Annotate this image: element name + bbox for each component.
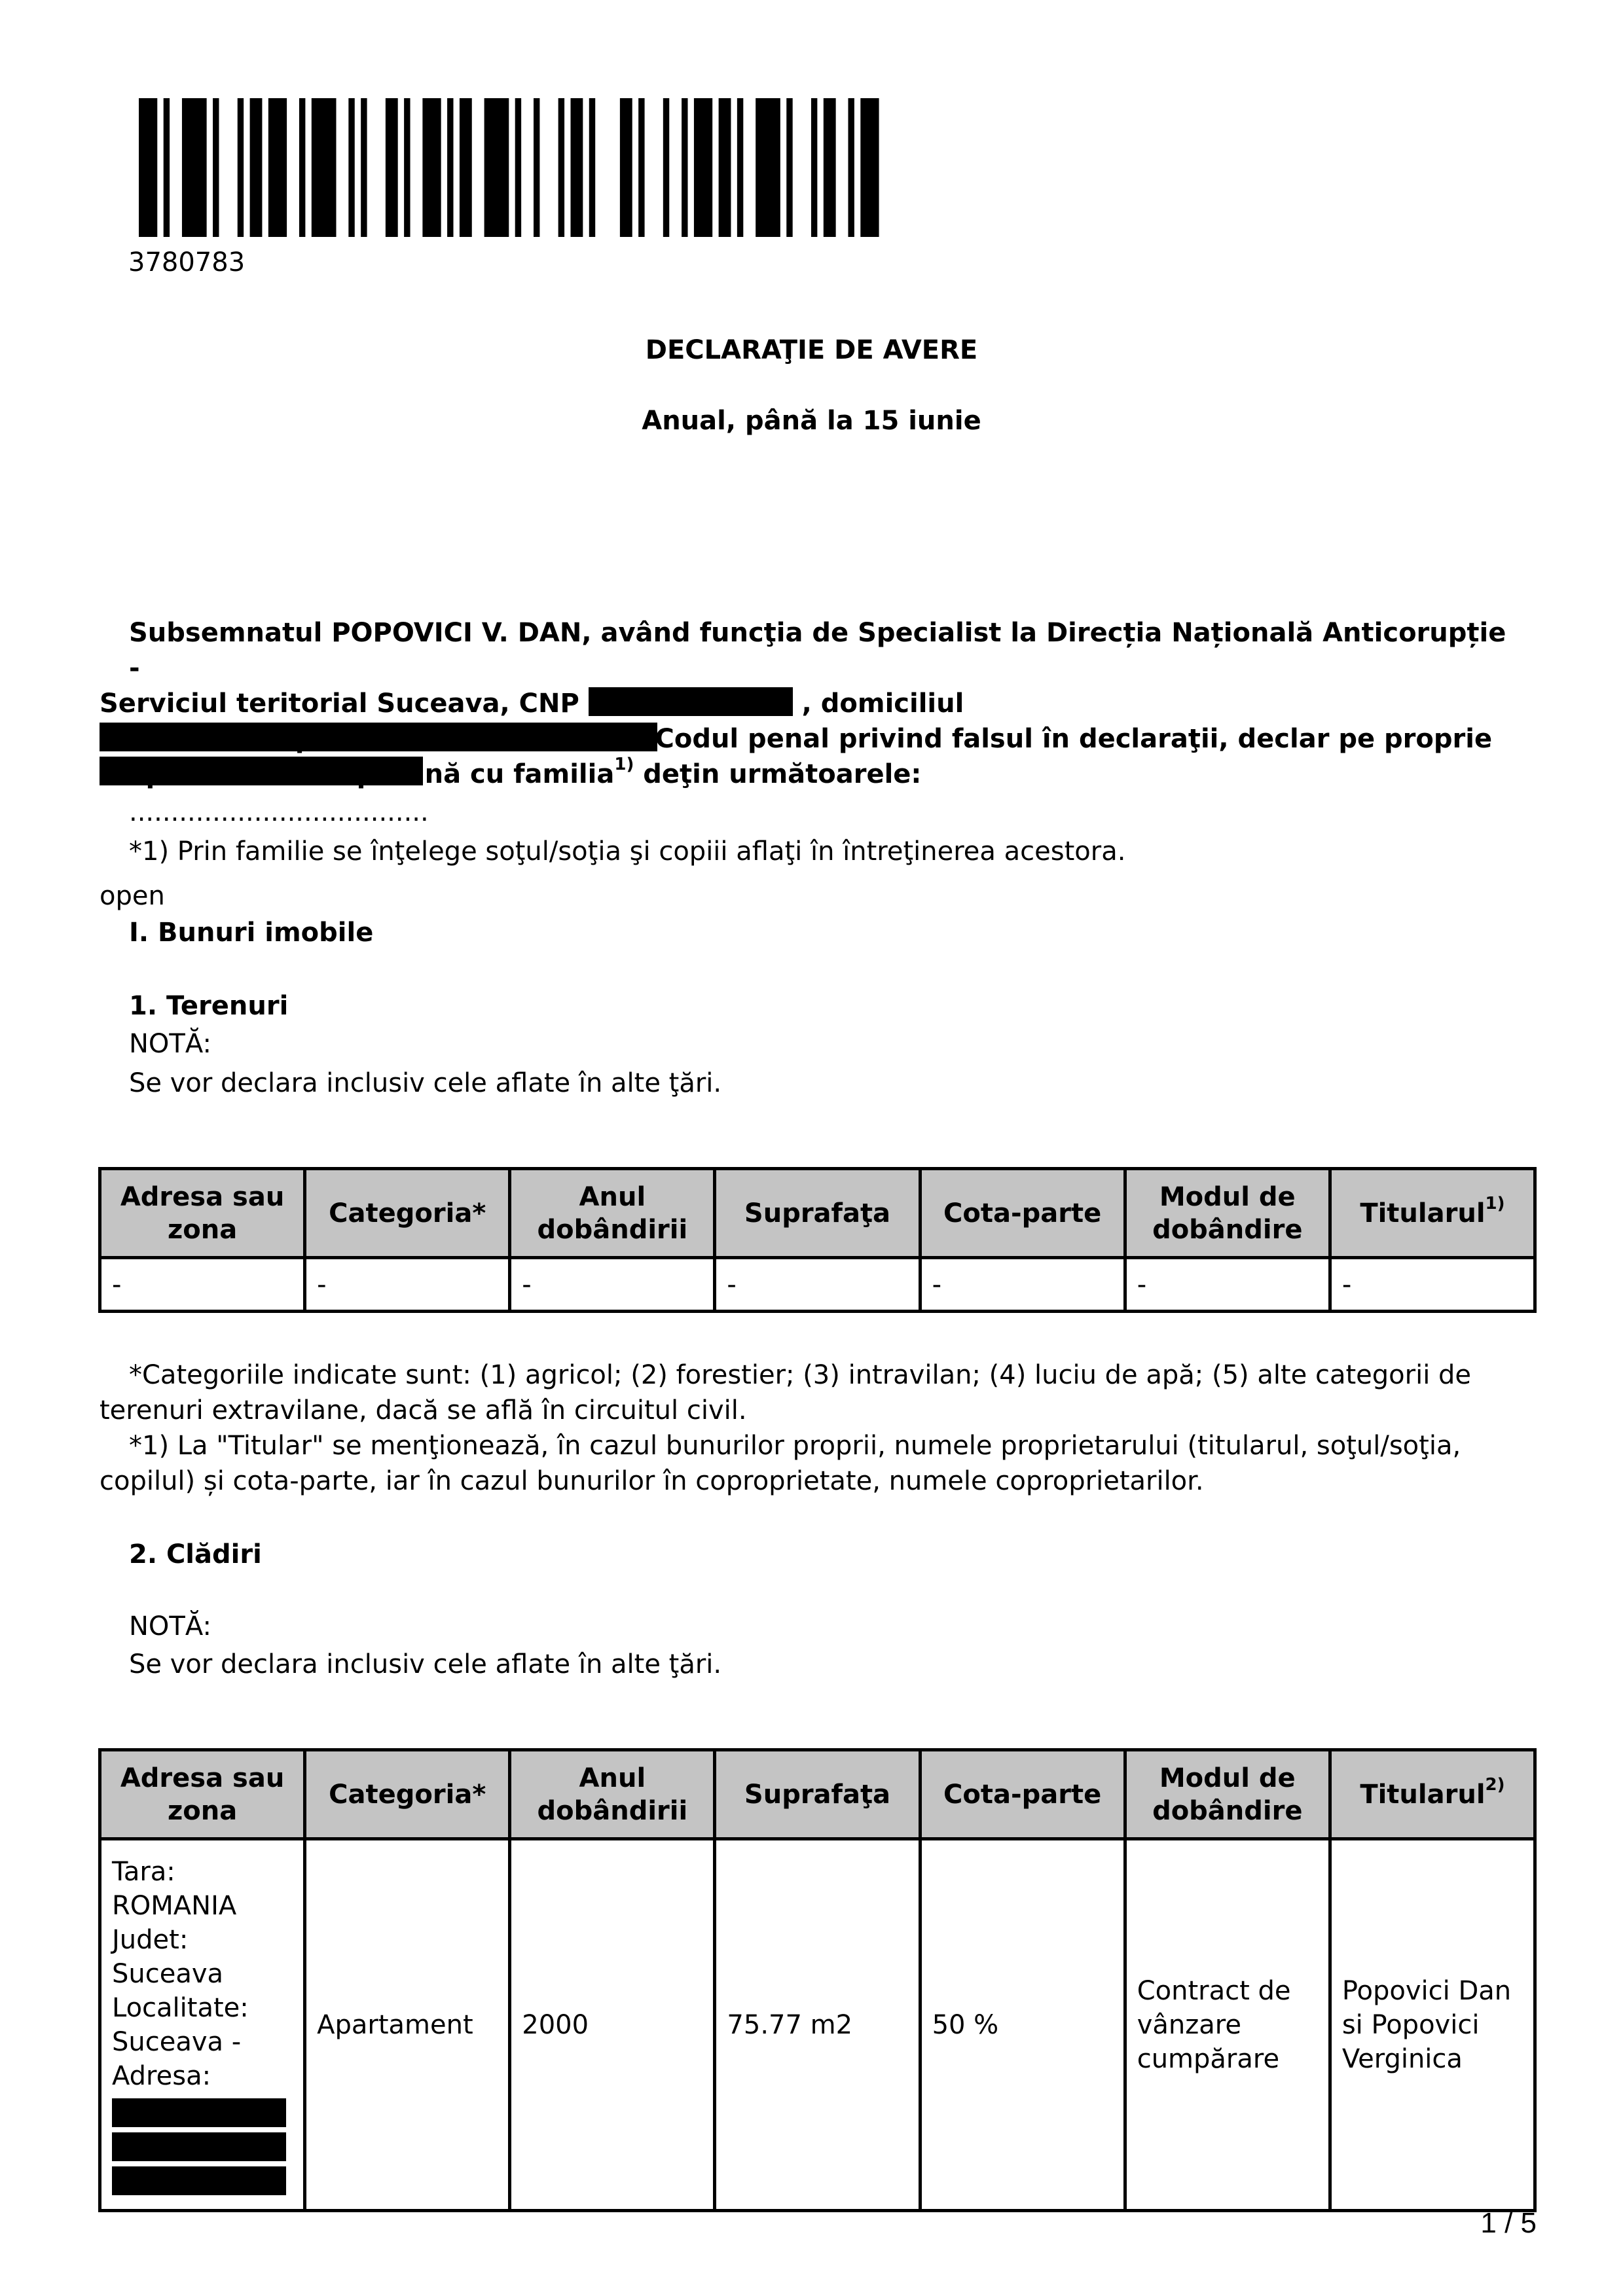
header-titular: Titularul$^{2)}$	[1330, 1750, 1535, 1839]
address-redaction	[112, 2166, 286, 2195]
cell-anul: -	[510, 1258, 715, 1312]
cladiri-nota: NOTĂ:	[129, 1611, 211, 1641]
terenuri-nota-text: Se vor declara inclusiv cele aflate în alte ţări.	[129, 1068, 722, 1098]
intro-line-1: Subsemnatul POPOVICI V. DAN, având funcţia de Specialist la Direcția Națională Anticorupție -	[129, 618, 1506, 683]
categorii-note: *Categoriile indicate sunt: (1) agricol; (2) forestier; (3) intravilan; (4) luciu de apă; (5) alte categorii de terenuri extravilane, dacă se află în circuitul civil. *1) La "Titular" se menţionează, în cazul bunurilor proprii, numele proprietarului (titularul, soţul/soţia, copilul) și cota-parte, iar în cazul bunurilor în coproprietate, numele coproprietarilor.	[100, 1360, 1472, 1496]
cladiri-heading: 2. Clădiri	[129, 1539, 262, 1570]
section-1-heading: I. Bunuri imobile	[129, 918, 374, 948]
table-header-row	[100, 1750, 1535, 1839]
page-number: 1 / 5	[1480, 2207, 1537, 2239]
terenuri-table	[98, 1167, 1537, 1313]
header-suprafata: Suprafaţa	[715, 1750, 920, 1839]
cell-anul: 2000	[510, 1839, 715, 2211]
barcode-number: 3780783	[128, 247, 246, 278]
header-modul: Modul de dobândire	[1125, 1750, 1330, 1839]
cell-categoria: Apartament	[305, 1839, 510, 2211]
header-cota: Cota-parte	[920, 1169, 1125, 1258]
cell-modul: Contract de vânzare cumpărare	[1125, 1839, 1330, 2211]
header-adresa: Adresa sau zona	[100, 1169, 305, 1258]
cnp-redaction	[589, 687, 793, 716]
header-suprafata: Suprafaţa	[715, 1169, 920, 1258]
table-row	[100, 1258, 1535, 1312]
terenuri-nota: NOTĂ:	[129, 1029, 211, 1059]
intro-line-4: răspundere că împreună cu familia$^{1)}$ deţin următoarele:	[100, 755, 922, 789]
cladiri-nota-text: Se vor declara inclusiv cele aflate în alte ţări.	[129, 1649, 722, 1679]
cladiri-table	[98, 1748, 1537, 2212]
header-anul: Anul dobândirii	[510, 1750, 715, 1839]
cell-cota: -	[920, 1258, 1125, 1312]
cell-categoria: -	[305, 1258, 510, 1312]
cell-cota: 50 %	[920, 1839, 1125, 2211]
header-categoria: Categoria*	[305, 1750, 510, 1839]
cell-adresa: Tara: ROMANIA Judet: Suceava Localitate: Suceava - Adresa:	[100, 1839, 305, 2211]
intro-line-2: Serviciul teritorial Suceava, CNP , domiciliul	[100, 686, 1523, 757]
header-categoria: Categoria*	[305, 1169, 510, 1258]
cell-titular: Popovici Dan si Popovici Verginica	[1330, 1839, 1535, 2211]
family-note: *1) Prin familie se înţelege soţul/soţia şi copiii aflaţi în întreţinerea acestora.	[129, 836, 1126, 867]
cell-adresa: -	[100, 1258, 305, 1312]
document-title: DECLARAŢIE DE AVERE	[645, 335, 978, 365]
header-anul: Anul dobândirii	[510, 1169, 715, 1258]
barcode	[139, 98, 885, 237]
header-cota: Cota-parte	[920, 1750, 1125, 1839]
terenuri-heading: 1. Terenuri	[129, 991, 289, 1021]
address-redaction	[112, 2132, 286, 2161]
dots-line: ....................................	[129, 797, 429, 827]
cell-modul: -	[1125, 1258, 1330, 1312]
table-header-row	[100, 1169, 1535, 1258]
document-subtitle: Anual, până la 15 iunie	[642, 406, 981, 436]
header-modul: Modul de dobândire	[1125, 1169, 1330, 1258]
cell-titular: -	[1330, 1258, 1535, 1312]
address-redaction	[112, 2098, 286, 2127]
header-titular: Titularul$^{1)}$	[1330, 1169, 1535, 1258]
open-label: open	[100, 881, 165, 911]
table-row	[100, 1839, 1535, 2211]
header-adresa: Adresa sau zona	[100, 1750, 305, 1839]
intro-line-3: cunoscând prevederile art. 292 din Codul penal privind falsul în declaraţii, declar pe proprie	[129, 724, 1493, 754]
cell-suprafata: 75.77 m2	[715, 1839, 920, 2211]
cell-suprafata: -	[715, 1258, 920, 1312]
intro-paragraph-2	[100, 721, 1523, 792]
